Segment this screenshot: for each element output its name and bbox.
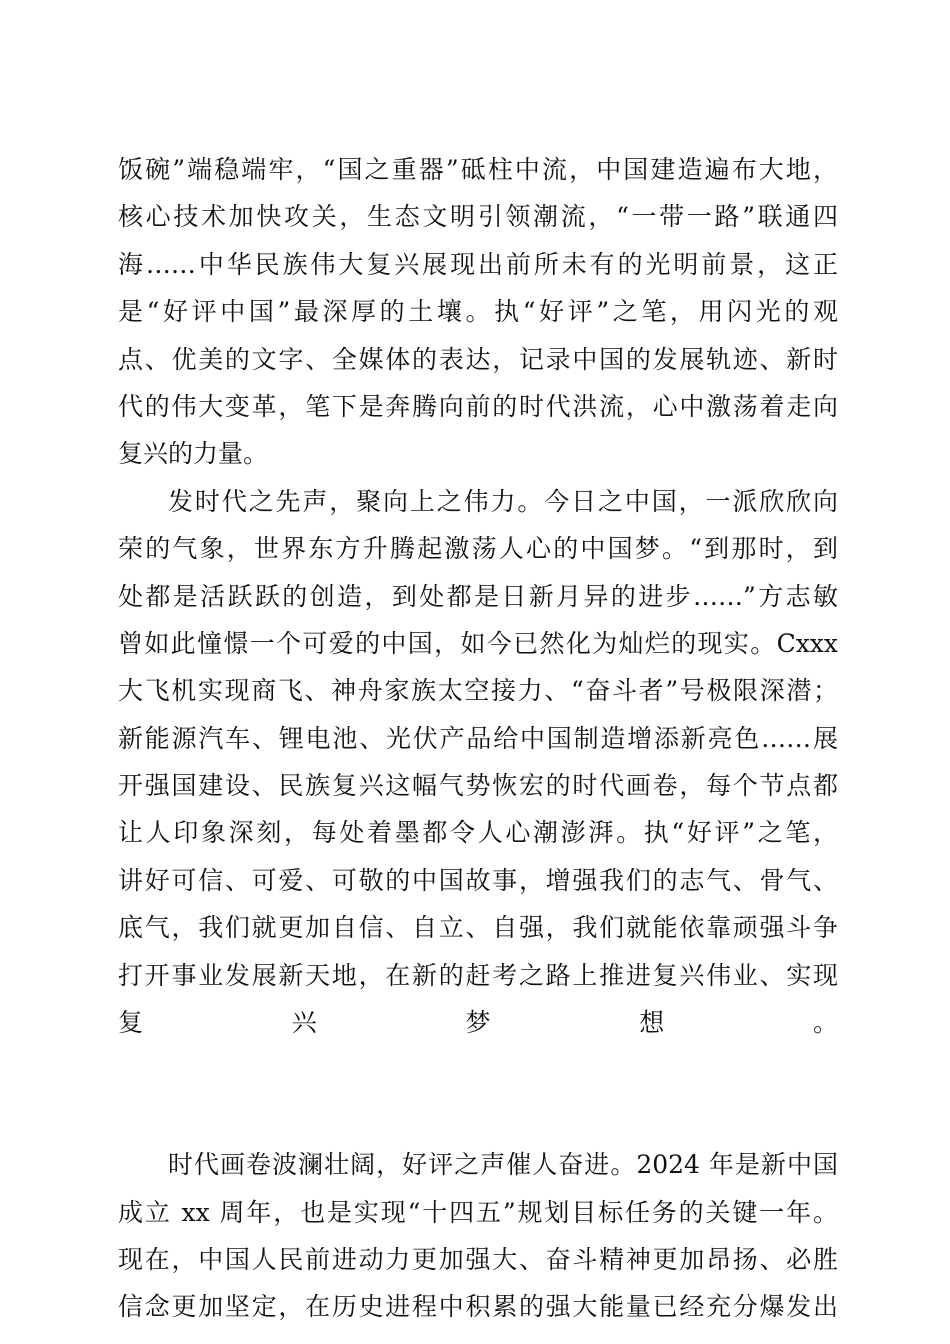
text-line: 大飞机实现商飞、神舟家族太空接力、“奋斗者”号极限深潜； xyxy=(118,676,838,706)
text-line: 讲好可信、可爱、可敬的中国故事，增强我们的志气、骨气、 xyxy=(118,865,838,895)
text-line: 信念更加坚定，在历史进程中积累的强大能量已经充分爆发出 xyxy=(118,1292,838,1322)
text-line: 海……中华民族伟大复兴展现出前所未有的光明前景，这正 xyxy=(118,249,838,279)
text-line: 荣的气象，世界东方升腾起激荡人心的中国梦。“到那时，到 xyxy=(118,534,838,564)
text-line: 饭碗”端稳端牢，“国之重器”砥柱中流，中国建造遍布大地， xyxy=(118,155,838,184)
text-line: 底气，我们就更加自信、自立、自强，我们就能依靠顽强斗争 xyxy=(118,913,838,943)
text-line xyxy=(118,1094,838,1141)
text-line xyxy=(118,1046,838,1093)
text-line: 是“好评中国”最深厚的土壤。执“好评”之笔，用闪光的观 xyxy=(118,297,838,327)
paragraph-2 xyxy=(118,478,838,1141)
text-line: 点、优美的文字、全媒体的表达，记录中国的发展轨迹、新时 xyxy=(118,344,838,374)
text-line: 新能源汽车、锂电池、光伏产品给中国制造增添新亮色……展 xyxy=(118,723,838,753)
text-line: 时代画卷波澜壮阔，好评之声催人奋进。2024 年是新中国 xyxy=(168,1150,838,1180)
text-line: 让人印象深刻，每处着墨都令人心潮澎湃。执“好评”之笔， xyxy=(118,818,838,848)
text-line: 打开事业发展新天地，在新的赶考之路上推进复兴伟业、实现 xyxy=(118,960,838,990)
text-line: 处都是活跃跃的创造，到处都是日新月异的进步……”方志敏 xyxy=(118,581,838,611)
document-body xyxy=(118,146,838,1331)
text-line: 曾如此憧憬一个可爱的中国，如今已然化为灿烂的现实。Cxxx xyxy=(118,628,838,658)
text-line: 成立 xx 周年，也是实现“十四五”规划目标任务的关键一年。 xyxy=(118,1197,838,1227)
text-line: 复兴的力量。 xyxy=(118,439,269,469)
text-line: 现在，中国人民前进动力更加强大、奋斗精神更加昂扬、必胜 xyxy=(118,1244,838,1274)
text-line: 复兴梦想。 xyxy=(118,1008,838,1038)
paragraph-1 xyxy=(118,146,838,478)
text-line: 发时代之先声，聚向上之伟力。今日之中国，一派欣欣向 xyxy=(168,486,838,516)
text-line: 代的伟大变革，笔下是奔腾向前的时代洪流，心中激荡着走向 xyxy=(118,391,838,421)
paragraph-3 xyxy=(118,1141,838,1331)
text-line: 核心技术加快攻关，生态文明引领潮流，“一带一路”联通四 xyxy=(118,202,838,232)
text-line: 开强国建设、民族复兴这幅气势恢宏的时代画卷，每个节点都 xyxy=(118,771,838,801)
